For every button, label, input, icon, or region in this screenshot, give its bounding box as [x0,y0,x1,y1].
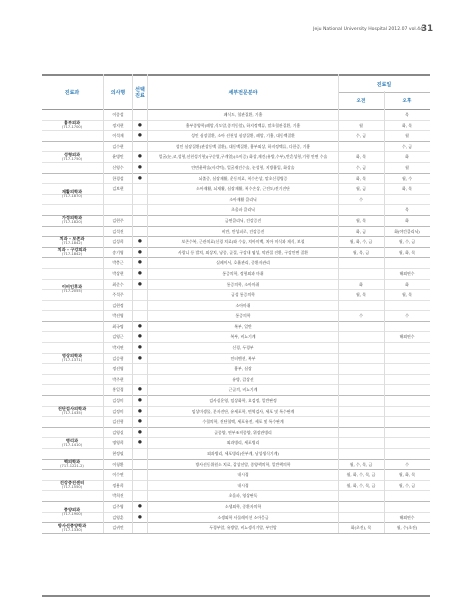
am-days: 수 [359,313,363,319]
doctor-name: 김영훈 [112,514,124,520]
am-days [338,142,384,152]
doctor-name: 정용희 [112,482,124,488]
am-days [338,491,384,501]
select-marker: ● [138,164,142,170]
clinic-phone: (717-1750) [61,156,83,161]
select-marker [133,364,147,374]
specialty-text: 소생외학 사물레이션 소아응급 [217,514,269,520]
clinic-name: 이비인후과 [61,284,83,290]
am-days: 월 [359,122,363,128]
specialty-text: 유방, 갑상선 [232,376,254,382]
pm-days [384,195,430,205]
pm-days [384,343,430,353]
am-days [338,396,384,406]
select-marker: ● [138,503,142,509]
header-am: 오전 [338,93,385,109]
doctor-name: 정지현 [112,122,124,128]
clinic-label [42,215,102,226]
clinic-label [42,427,102,459]
am-days: 화 [359,281,363,287]
header-pm: 오후 [402,99,412,104]
specialty-text: 외과병리, 세포병리 [226,440,260,446]
select-marker: ● [138,345,142,351]
am-days [338,407,384,417]
column-divider [384,91,385,533]
specialty-text: 수혈의학, 진단혈액, 세포유전, 세포 및 특수판계 [202,419,284,425]
pm-days: 월, 수 [402,175,412,181]
select-marker: ● [138,260,142,266]
header-doctor: 의사명 [110,89,126,96]
clinic-name: 건강증진센터 [59,480,85,486]
doctor-name: 박상현 [112,270,124,276]
doctor-name: 박희진 [112,493,124,499]
specialty-text: 보존수복, 근관치료(신경 치료)와 수술, 치아미백, 치아 미식과 재식, 보철 [181,239,305,245]
header-clinic: 진료과 [64,89,80,96]
column-divider [103,74,104,533]
clinic-name: 가정의학과 [61,215,83,221]
doctor-name: 이석재 [112,133,124,139]
select-marker [133,184,147,194]
specialty-text: 통증의학 [235,313,251,319]
clinic-label [42,141,102,173]
page-number: 31 [421,24,433,34]
select-marker: ● [138,429,142,435]
specialty-text: 초음파, 영상판독 [228,493,258,499]
pm-days [384,301,430,311]
pm-days: 월, 수, 금 [398,482,416,488]
am-days [338,375,384,385]
pm-days: 수 [405,461,409,467]
select-marker: ● [138,323,142,329]
doctor-name: 김석진 [112,228,124,234]
pm-days: 월, 화, 목 [398,472,416,478]
am-days: 월, 화, 수, 목, 금 [346,482,376,488]
clinic-phone: (717-1842) [61,252,83,257]
specialty-text: 내시경 [237,472,249,478]
select-marker: ● [138,355,142,361]
am-days: 월, 화, 수, 금 [349,239,373,245]
pm-days: 화(야간클리닉) [394,228,420,234]
clinic-phone: (717-1371) [61,358,83,363]
select-marker: ● [138,514,142,520]
clinic-phone: (717-1900) [61,511,83,516]
clinic-phone: (717-1435) [61,411,83,416]
am-days [338,301,384,311]
clinic-name: 재활의학과 [61,188,83,194]
pm-days: 해외연수 [399,270,415,276]
select-marker: ● [138,419,142,425]
header-days: 진료일 [338,76,430,93]
pm-days [384,438,430,448]
clinic-phone: (717-1842) [61,241,83,246]
doctor-name: 김성희 [112,239,124,245]
am-days [338,332,384,342]
specialty-text: 금연클리닉, 건강증진 [224,217,262,223]
clinic-name: 흉부외과 [63,119,81,125]
clinic-phone: (717-1820) [61,220,83,225]
select-marker: ● [138,122,142,128]
doctor-name: 명영희 [112,440,124,446]
am-days: 월, 목 [356,217,366,223]
clinic-label [42,501,102,522]
specialty-text: 소생외학, 중환자의학 [224,503,262,509]
column-divider [147,74,148,533]
pm-days [384,364,430,374]
select-marker [133,142,147,152]
select-marker: ● [138,270,142,276]
doctor-name: 김승형 [112,355,124,361]
pm-days: 해외연수 [399,514,415,520]
doctor-name [104,205,132,215]
select-marker: ● [138,440,142,446]
specialty-text: 사랑니 등 발치, 외상치, 낭종, 골절, 구강내 염성, 악관절 진환, 구강안면 질환 [177,249,308,255]
am-days: 수, 금 [356,164,366,170]
am-days: 화, 목 [356,175,366,181]
pm-days: 목 [405,112,409,117]
specialty-text: 소아마취 [235,302,251,308]
clinic-phone: (717-1330) [61,527,83,532]
am-days: 수, 금 [356,133,366,139]
clinic-label [42,469,102,501]
am-days [338,438,384,448]
specialty-text: 흉부종양학(폐암,식도암,종격동암), 하지정맥류, 말초혈관질환, 기흉 [185,122,301,128]
pm-days: 해외연수 [399,334,415,340]
am-days [338,417,384,427]
doctor-name: 김귀언 [112,525,124,531]
specialty-text: 급성 통증의학 [231,292,255,298]
doctor-name: 김선형 [112,419,124,425]
doctor-name: 김수현 [112,143,124,149]
clinic-schedule-table [42,74,430,534]
am-days: 월, 수, 목, 금 [349,461,373,467]
specialty-text: 검사실운영, 임상화학, 요검정, 일반판정 [209,398,277,404]
select-marker: ● [138,387,142,393]
doctor-name: 박선영 [112,313,124,319]
select-marker: ● [138,249,142,255]
pm-days [384,502,430,512]
am-days: 월, 목, 금 [352,249,370,255]
select-marker: ● [138,239,142,245]
doctor-name: 김현주 [112,217,124,223]
doctor-name: 현정필 [112,451,124,456]
am-days [338,205,384,215]
specialty-text: 인터벤션, 복부 [230,355,256,361]
clinic-name: 치과 - 보존과 [59,236,85,242]
am-days: 화, 목 [356,154,366,160]
specialty-text: 복부, 비뇨기계 [230,334,256,340]
hospital-name: Jeju National University Hospital 2012.07 vol.44 [313,27,423,32]
select-marker [133,110,147,120]
pm-days [384,491,430,501]
pm-days [384,354,430,364]
specialty-text: 내시경 [237,482,249,488]
header-specialty: 세부전문분야 [228,89,258,96]
select-marker: ● [138,408,142,414]
clinic-phone: (717-1550) [61,485,83,490]
clinic-name: 진단검사의학과 [57,406,87,412]
clinic-label [42,236,102,247]
am-days [338,428,384,438]
clinic-phone: (717-1410) [61,442,83,447]
specialty-text: 소아재활, 뇌재활, 심장재활, 척수손상, 근전도/전기진단 [196,186,290,192]
table-bottom-rule [42,595,430,597]
doctor-name: 이청환 [112,461,124,467]
doctor-name: 박지연 [112,345,124,351]
pm-days: 월, 수, 금 [398,239,416,245]
pm-days [384,385,430,395]
clinic-label [42,247,102,258]
pm-days [384,396,430,406]
doctor-name: 김영실 [112,429,124,435]
pm-days: 수 [405,313,409,319]
clinic-name: 핵의학과 [63,459,81,465]
select-marker [133,301,147,311]
pm-days: 화, 목 [402,122,412,128]
doctor-name: 박충근 [112,260,124,266]
am-days [338,449,384,459]
doctor-name: 이종섭 [112,112,124,117]
am-days: 화, 금 [356,228,366,234]
pm-days: 화 [405,154,409,160]
select-marker: ● [138,133,142,139]
select-marker [133,195,147,205]
doctor-name: 주석주 [112,292,124,298]
doctor-name: 김영근 [112,334,124,340]
column-divider [338,74,339,533]
doctor-name [104,195,132,205]
clinic-label [42,173,102,215]
specialty-text: 성인 심장질환, 소아 선천성 심장질환, 폐암, 기흉, 대동맥질환 [191,133,295,139]
specialty-text: 소아재활 클리닉 [229,196,257,202]
clinic-name: 영상의학과 [61,353,83,359]
clinic-label [42,321,102,395]
specialty-text: 통증의학, 정형외과 마취 [222,270,264,276]
pm-days [384,258,430,268]
pm-days: 수, 금 [402,143,412,149]
clinic-label [42,395,102,427]
clinic-phone: (717-2055) [61,289,83,294]
am-days [338,269,384,279]
select-marker [133,311,147,321]
select-marker [133,227,147,237]
clinic-label [42,257,102,321]
am-days [338,110,384,120]
clinic-label [42,459,102,470]
select-marker: ● [138,154,142,160]
specialty-text: 폐식도, 혈관질환, 기흉 [223,112,263,117]
select-marker: ● [138,175,142,181]
pm-days: 화, 목 [402,186,412,192]
select-marker [133,449,147,459]
specialty-text: 통증의학, 소아마취 [226,281,260,287]
clinic-phone: (717-1221-2) [60,464,84,469]
am-days: 월, 목 [356,292,366,298]
specialty-text: 신경, 두경부 [232,345,254,351]
pm-days: 화 [405,281,409,287]
doctor-name: 이수연 [112,472,124,478]
clinic-name: 병리과 [65,437,79,443]
select-marker [133,375,147,385]
doctor-name: 김정미 [112,408,124,414]
select-marker [133,205,147,215]
select-marker [133,460,147,470]
am-days [338,385,384,395]
pm-days [384,428,430,438]
specialty-text: 실페이서, 호흡관리, 중환자관리 [216,260,270,266]
pm-days [384,407,430,417]
clinic-name: 치과 - 구강외과 [57,247,87,253]
doctor-name: 김주영 [112,503,124,509]
doctor-name: 김보현 [112,186,124,192]
specialty-text: 임상미생물, 분자진단, 유세포학, 면역검사, 세포 및 특수판계 [191,408,295,414]
doctor-name: 홍일경 [112,387,124,393]
clinic-label [42,522,102,533]
specialty-text: 흉부, 심장 [234,366,252,372]
clinic-phone: (717-1700) [61,124,83,129]
pm-days: 목 [405,207,409,213]
pm-days: 화 [405,217,409,223]
specialty-text: 골종양, 연부조직종양, 위장관병리 [214,429,272,435]
doctor-name: 정선영 [112,366,124,372]
select-marker [133,216,147,226]
doctor-name: 김현정 [112,302,124,308]
am-days [338,354,384,364]
specialty-text: 성인 심장질환(관상동맥 질환), 대동맥질환, 흉부외상, 하지정맥류, 다한증, 기흉 [175,143,311,149]
specialty-text: 비만, 만성피로, 건강증진 [221,228,265,234]
doctor-name: 박주현 [112,376,124,382]
am-days [338,343,384,353]
clinic-label [42,109,102,141]
pm-days: 월, 목 [402,292,412,298]
doctor-name: 한경섭 [112,175,124,181]
pm-days [384,417,430,427]
specialty-text: 근골격, 비뇨기계 [228,387,258,393]
specialty-text: 방사선동위원소 치료, 갑상선암, 종양핵의학, 일반핵의학 [195,461,291,467]
am-days: 월, 금 [356,186,366,192]
page-header [0,24,453,40]
am-days [338,322,384,332]
clinic-name: 종양외과 [63,506,81,512]
clinic-name: 성형외과 [63,151,81,157]
am-days: 화(초진), 목 [350,525,372,531]
pm-days: 월 [405,164,409,170]
pm-days: 월, 화, 목 [398,249,416,255]
specialty-text: 외과병리, 세포병리(산부계, 남성생식기계) [207,451,279,456]
column-divider [132,74,133,533]
am-days: 수 [359,196,363,202]
am-days [338,502,384,512]
doctor-name: 윤병민 [112,154,124,160]
select-marker: ● [138,281,142,287]
pm-days [384,449,430,459]
pm-days: 월 [405,133,409,139]
doctor-name: 최준수 [112,281,124,287]
pm-days [384,375,430,385]
specialty-text: 두경부암, 유방암, 비뇨생식기암, 부인암 [209,525,277,531]
doctor-name: 신영수 [112,164,124,170]
am-days [338,364,384,374]
select-marker [133,491,147,501]
am-days [338,258,384,268]
pm-days [384,322,430,332]
table-header [42,74,430,110]
select-marker: ● [138,398,142,404]
specialty-text: 복부, 일반 [234,323,252,329]
doctor-name: 김성미 [112,398,124,404]
specialty-text: 얼굴(눈,코,성형,선천성기형)(구순열,구개열)(소이증) 화상,재건(유방,수부),반흔성형,기형 안면 수술 [158,154,328,160]
clinic-name: 방사선종양학과 [57,522,87,528]
select-marker [133,523,147,533]
specialty-text: 초음파 클리닉 [231,207,255,213]
doctor-name: 최국명 [112,323,124,329]
specialty-text: 안면윤곽술(사각턱), 얼굴재건수술, 눈성형, 지방흡입, 화상술 [191,164,295,170]
select-marker: ● [138,334,142,340]
am-days [338,513,384,523]
specialty-text: 뇌졸중, 심장재활, 운동치료, 척수손상, 말초신경병증 [198,175,288,181]
select-marker [133,290,147,300]
select-marker [133,470,147,480]
clinic-phone: (717-1870) [61,193,83,198]
header-select: 선택진료 [135,86,145,99]
pm-days: 월, 수(초진) [396,525,418,531]
am-days: 월, 화, 수, 목, 금 [346,472,376,478]
select-marker [133,481,147,491]
doctor-name: 송기영 [112,249,124,255]
